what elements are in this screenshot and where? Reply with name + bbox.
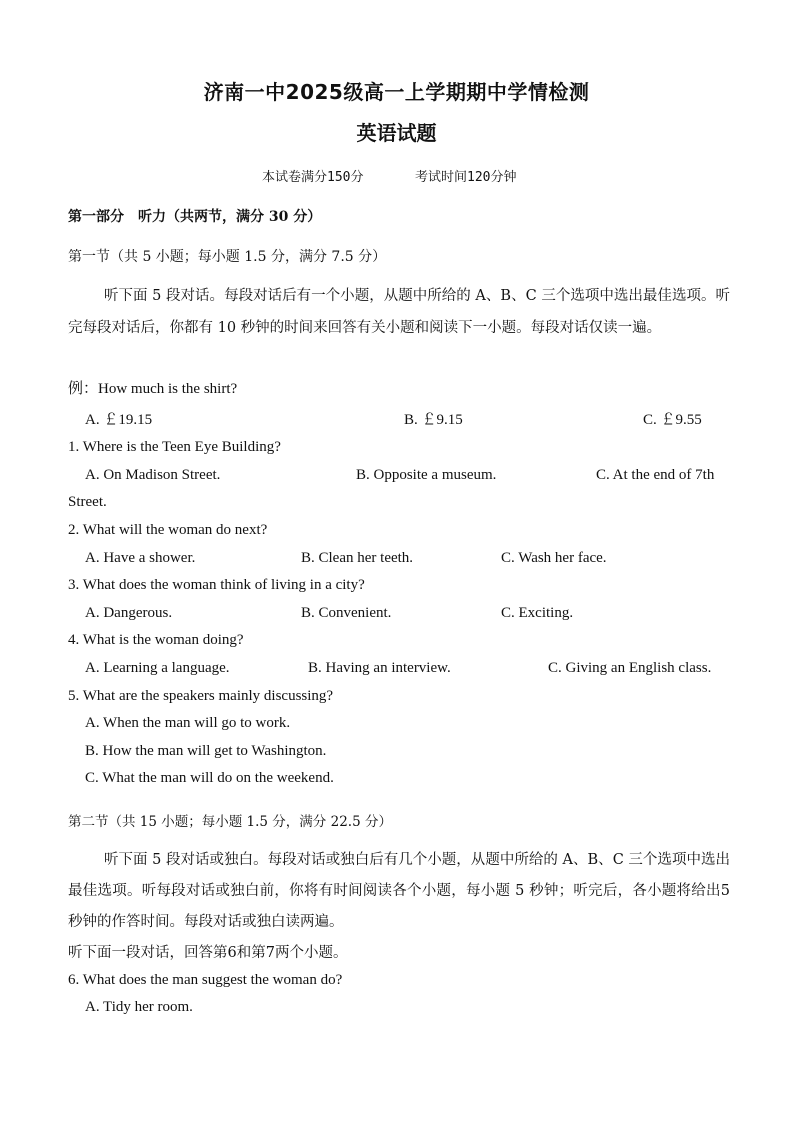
q2-option-a: A. Have a shower. [85,550,196,566]
question-5: 5. What are the speakers mainly discussing? [68,688,334,704]
q5-option-c: C. What the man will do on the weekend. [85,770,334,786]
exam-title: 济南一中2025级高一上学期期中学情检测 [203,80,590,104]
section1-heading: 第一节（共 5 小题；每小题 1.5 分，满分 7.5 分） [68,249,387,265]
q5-option-a: A. When the man will go to work. [85,715,291,731]
example-option-c: C. ￡9.55 [643,412,702,428]
section2-heading: 第二节（共 15 小题；每小题 1.5 分，满分 22.5 分） [68,814,392,830]
question-6: 6. What does the man suggest the woman do? [68,972,343,988]
q1-option-a: A. On Madison Street. [85,467,221,483]
q5-option-b: B. How the man will get to Washington. [85,743,327,759]
part1-heading: 第一部分 听力（共两节，满分 30 分） [68,209,322,225]
question-2: 2. What will the woman do next? [68,522,268,538]
exam-time: 考试时间120分钟 [415,170,517,185]
q2-option-c: C. Wash her face. [501,550,607,566]
q6-option-a: A. Tidy her room. [85,999,193,1015]
question-4: 4. What is the woman doing? [68,632,244,648]
q3-option-a: A. Dangerous. [85,605,173,621]
full-score: 本试卷满分150分 [262,170,364,185]
q4-option-c: C. Giving an English class. [548,660,712,676]
section2-sub-instruction: 听下面一段对话，回答第6和第7两个小题。 [68,945,348,961]
question-1: 1. Where is the Teen Eye Building? [68,439,281,455]
example-option-a: A. ￡19.15 [85,412,153,428]
section2-instructions: 听下面 5 段对话或独白。每段对话或独白后有几个小题，从题中所给的 A、B、C 三个选项中选出最佳选项。听每段对话或独白前，你将有时间阅读各个小题，每小题 5 秒钟；听完后，各小题将给出5 秒钟的作答时间。每段对话或独白读两遍。 [68,852,730,930]
q4-option-b: B. Having an interview. [308,660,451,676]
q1-option-c: C. At the end of 7th [596,467,715,483]
q4-option-a: A. Learning a language. [85,660,230,676]
example-option-b: B. ￡9.15 [404,412,463,428]
question-3: 3. What does the woman think of living in a city? [68,577,365,593]
q2-option-b: B. Clean her teeth. [301,550,414,566]
q3-option-b: B. Convenient. [301,605,392,621]
q3-option-c: C. Exciting. [501,605,574,621]
q1-option-c-continued: Street. [68,494,107,510]
section1-instructions: 听下面 5 段对话。每段对话后有一个小题，从题中所给的 A、B、C 三个选项中选出最佳选项。听完每段对话后，你都有 10 秒钟的时间来回答有关小题和阅读下一小题。每段对话仅读一遍。 [68,288,730,336]
exam-subtitle: 英语试题 [356,121,437,145]
q1-option-b: B. Opposite a museum. [356,467,497,483]
example-question: 例：How much is the shirt? [68,381,238,397]
